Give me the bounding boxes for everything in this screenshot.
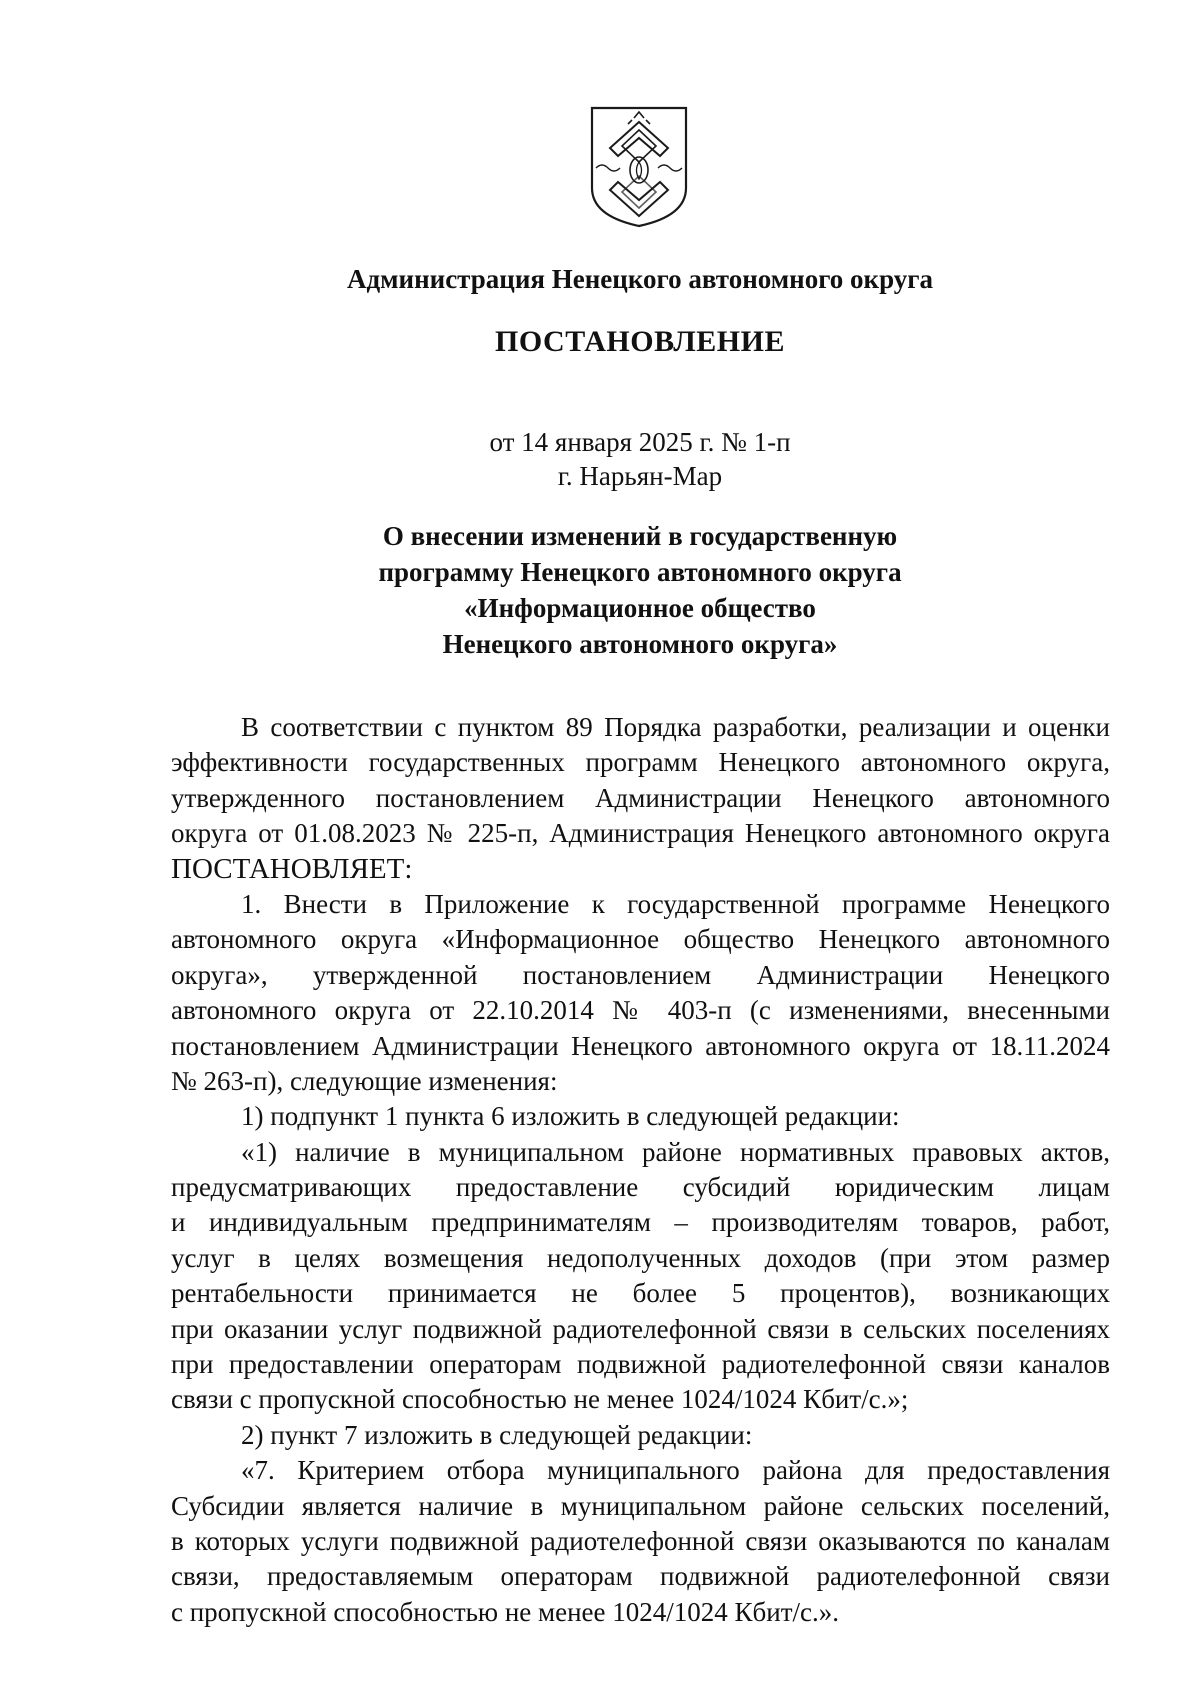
body-line: 2) пункт 7 изложить в следующей редакции: — [241, 1419, 753, 1450]
coat-of-arms-icon — [588, 104, 690, 230]
body-line: при предоставлении операторам подвижной радиотелефонной связи каналов — [171, 1349, 1110, 1380]
body-line: «1) наличие в муниципальном районе нормативных правовых актов, — [241, 1136, 1110, 1167]
body-line: предусматривающих предоставление субсидий юридическим лицам — [171, 1172, 1110, 1203]
body-line: эффективности государственных программ Ненецкого автономного округа, — [171, 747, 1110, 778]
body-line: в которых услуги подвижной радиотелефонной связи оказываются по каналам — [171, 1525, 1110, 1556]
organization-title: Администрация Ненецкого автономного округа — [346, 264, 934, 294]
subject-line: программу Ненецкого автономного округа — [378, 557, 902, 587]
body-line: 1. Внести в Приложение к государственной программе Ненецкого — [241, 888, 1110, 919]
document-subject — [0, 518, 1200, 662]
body-line: В соответствии с пунктом 89 Порядка разработки, реализации и оценки — [241, 712, 1110, 742]
body-line: рентабельности принимается не более 5 процентов), возникающих — [171, 1278, 1110, 1309]
body-line: округа», утвержденной постановлением Администрации Ненецкого — [171, 959, 1110, 990]
body-line: Субсидии является наличие в муниципальном районе сельских поселений, — [171, 1490, 1110, 1521]
subject-line: О внесении изменений в государственную — [382, 521, 898, 551]
body-line: ПОСТАНОВЛЯЕТ: — [171, 852, 413, 885]
body-line: и индивидуальным предпринимателям – производителям товаров, работ, — [171, 1207, 1110, 1238]
subject-line: «Информационное общество — [464, 593, 816, 623]
subject-line: Ненецкого автономного округа» — [442, 629, 838, 659]
body-line: услуг в целях возмещения недополученных доходов (при этом размер — [171, 1242, 1110, 1273]
body-line: с пропускной способностью не менее 1024/1024 Кбит/с.». — [171, 1596, 839, 1627]
body-line: при оказании услуг подвижной радиотелефонной связи в сельских поселениях — [171, 1313, 1110, 1344]
document-type: ПОСТАНОВЛЕНИЕ — [495, 325, 785, 358]
body-line: «7. Критерием отбора муниципального района для предоставления — [241, 1455, 1110, 1486]
body-line: утвержденного постановлением Администрации Ненецкого автономного — [171, 782, 1110, 813]
body-line: постановлением Администрации Ненецкого автономного округа от 18.11.2024 — [171, 1030, 1110, 1061]
body-line: округа от 01.08.2023 № 225-п, Администрация Ненецкого автономного округа — [171, 818, 1110, 849]
body-line: автономного округа от 22.10.2014 № 403-п (с изменениями, внесенными — [171, 995, 1110, 1026]
body-line: связи с пропускной способностью не менее 1024/1024 Кбит/с.»; — [171, 1384, 909, 1415]
body-line: связи, предоставляемым операторам подвижной радиотелефонной связи — [171, 1561, 1110, 1592]
city: г. Нарьян-Мар — [557, 461, 723, 491]
date-number: от 14 января 2025 г. № 1-п — [489, 427, 791, 457]
document-body — [171, 710, 1110, 1630]
body-line: 1) подпункт 1 пункта 6 изложить в следующей редакции: — [241, 1101, 900, 1132]
body-line: № 263-п), следующие изменения: — [171, 1065, 558, 1096]
body-line: автономного округа «Информационное общество Ненецкого автономного — [171, 924, 1110, 955]
